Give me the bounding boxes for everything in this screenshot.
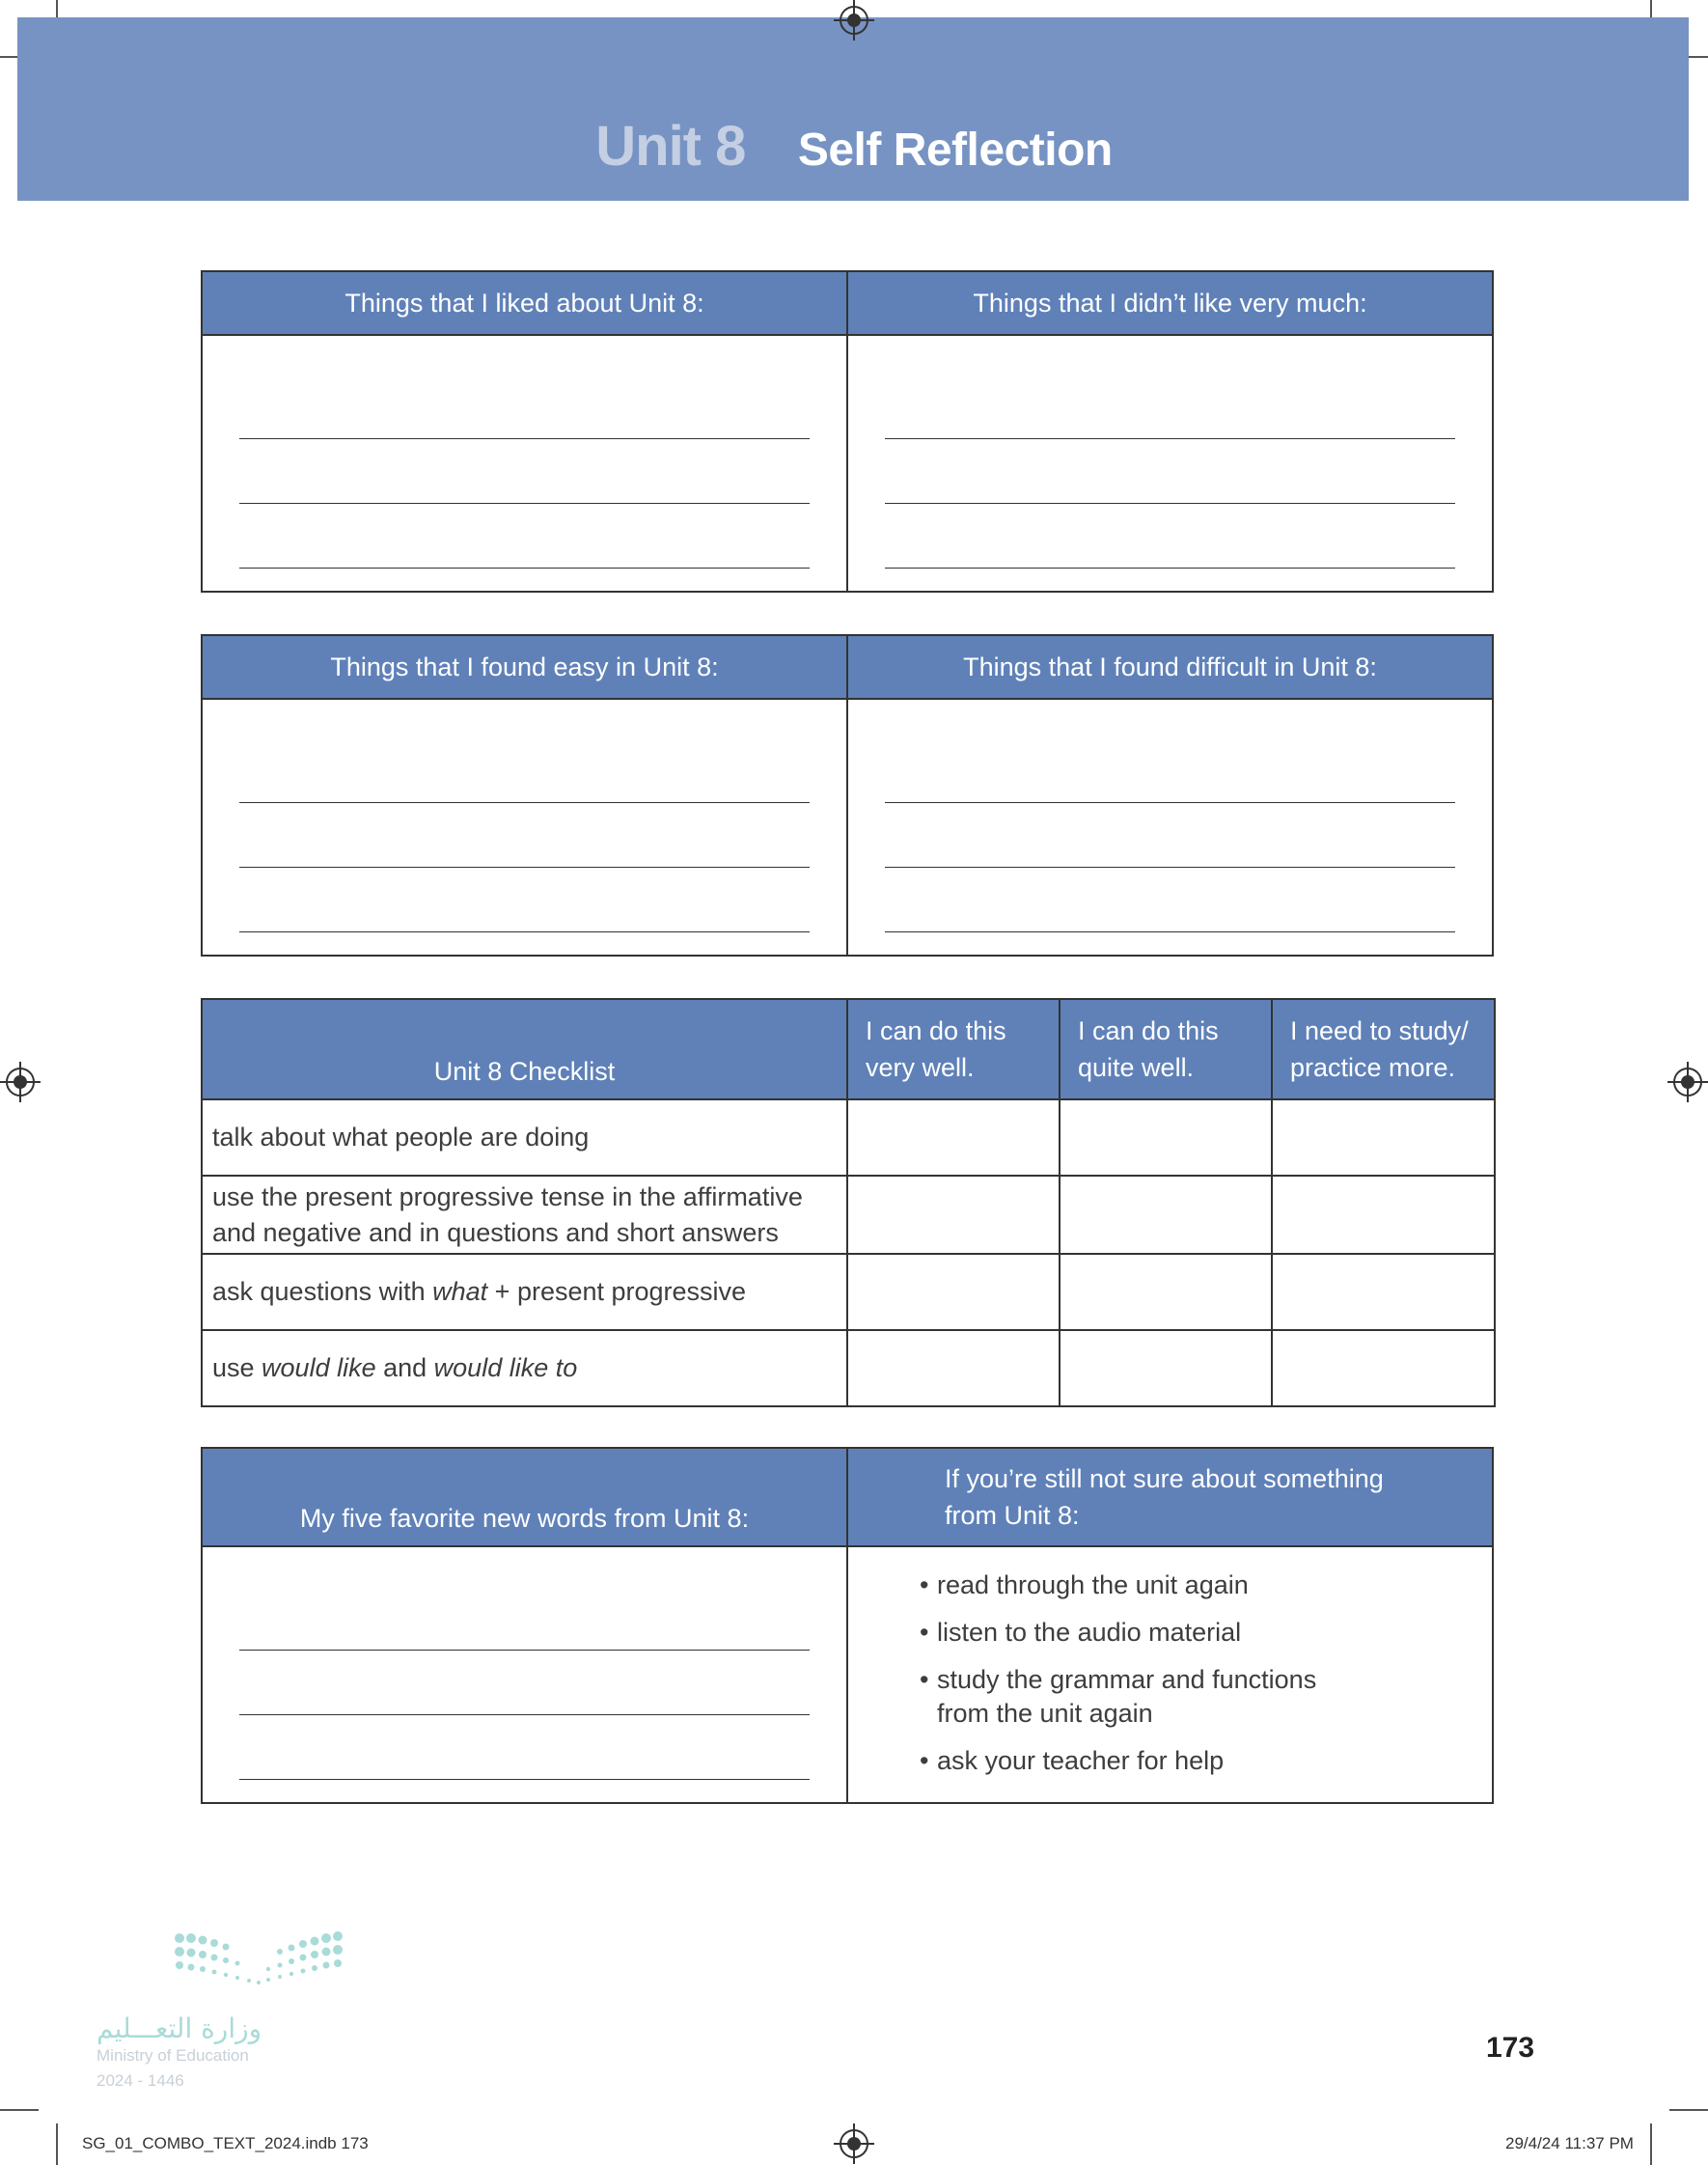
checkbox-cell[interactable] [1272, 1176, 1495, 1254]
checkbox-cell[interactable] [1060, 1099, 1272, 1176]
bullet-icon: • [920, 1570, 929, 1599]
writing-line[interactable] [239, 375, 810, 439]
page-title [0, 114, 1708, 179]
writing-line[interactable] [885, 439, 1455, 504]
disliked-writing-area[interactable] [847, 335, 1493, 592]
bullet-icon: • [920, 1665, 929, 1694]
bullet-icon: • [920, 1618, 929, 1647]
unit-label: Unit 8 [595, 115, 746, 178]
difficult-writing-area[interactable] [847, 699, 1493, 956]
column-quite-well: I can do this quite well. [1060, 999, 1272, 1099]
liked-writing-area[interactable] [202, 335, 847, 592]
crop-mark [0, 2109, 39, 2111]
writing-line[interactable] [239, 1715, 810, 1780]
checklist-title: Unit 8 Checklist [202, 999, 847, 1099]
column-need-study: I need to study/ practice more. [1272, 999, 1495, 1099]
words-tips-table [201, 1447, 1494, 1804]
logo-english-text: Ministry of Education [96, 2046, 249, 2065]
checkbox-cell[interactable] [847, 1330, 1060, 1406]
easy-header: Things that I found easy in Unit 8: [202, 635, 847, 699]
tips-header: If you’re still not sure about something from Unit 8: [847, 1448, 1493, 1546]
liked-header: Things that I liked about Unit 8: [202, 271, 847, 335]
checkbox-cell[interactable] [1272, 1099, 1495, 1176]
slug-filename: SG_01_COMBO_TEXT_2024.indb 173 [82, 2134, 369, 2152]
checkbox-cell[interactable] [1060, 1254, 1272, 1330]
tip-item: • study the grammar and functions from the unit again [920, 1665, 1317, 1728]
crop-mark [1669, 2109, 1708, 2111]
checkbox-cell[interactable] [1272, 1330, 1495, 1406]
logo-arabic-text: وزارة التعـــليم [96, 2012, 262, 2044]
tip-item: • read through the unit again [937, 1568, 1473, 1602]
checkbox-cell[interactable] [847, 1254, 1060, 1330]
writing-line[interactable] [885, 803, 1455, 868]
likes-table [201, 270, 1494, 593]
writing-line[interactable] [885, 738, 1455, 803]
tip-item: • ask your teacher for help [937, 1744, 1473, 1778]
crop-mark [56, 2123, 58, 2165]
favorite-words-area[interactable] [202, 1546, 847, 1803]
checkbox-cell[interactable] [1060, 1176, 1272, 1254]
checklist-row [202, 1254, 1495, 1330]
easy-difficult-table [201, 634, 1494, 957]
checkbox-cell[interactable] [1272, 1254, 1495, 1330]
difficult-header: Things that I found difficult in Unit 8: [847, 635, 1493, 699]
column-very-well: I can do this very well. [847, 999, 1060, 1099]
logo-dots-icon [174, 1930, 347, 1988]
checklist-row [202, 1099, 1495, 1176]
writing-line[interactable] [239, 439, 810, 504]
writing-line[interactable] [239, 1586, 810, 1651]
favorite-words-header: My five favorite new words from Unit 8: [202, 1448, 847, 1546]
page-number: 173 [1486, 2032, 1535, 2064]
logo-year: 2024 - 1446 [96, 2071, 184, 2090]
writing-line[interactable] [239, 1651, 810, 1715]
ministry-logo [96, 1930, 347, 2095]
checklist-item: talk about what people are doing [202, 1099, 847, 1176]
easy-writing-area[interactable] [202, 699, 847, 956]
checklist-item: ask questions with what + present progressive [202, 1254, 847, 1330]
slug-timestamp: 29/4/24 11:37 PM [1505, 2134, 1634, 2152]
writing-line[interactable] [239, 803, 810, 868]
writing-line[interactable] [885, 375, 1455, 439]
writing-line[interactable] [885, 504, 1455, 569]
checklist-row [202, 1330, 1495, 1406]
writing-line[interactable] [239, 868, 810, 932]
disliked-header: Things that I didn’t like very much: [847, 271, 1493, 335]
checklist-item: use the present progressive tense in the affirmative and negative and in questions and short answers [202, 1176, 847, 1254]
tip-item: • listen to the audio material [937, 1616, 1473, 1650]
registration-mark-icon [6, 1068, 35, 1096]
crop-mark [1650, 2123, 1652, 2165]
checklist-row [202, 1176, 1495, 1254]
registration-mark-icon [1673, 1068, 1702, 1096]
checklist-table [201, 998, 1496, 1407]
registration-mark-icon [840, 2129, 868, 2158]
checkbox-cell[interactable] [847, 1176, 1060, 1254]
registration-mark-icon [840, 6, 868, 35]
page-heading: Self Reflection [797, 125, 1113, 176]
writing-line[interactable] [239, 738, 810, 803]
checkbox-cell[interactable] [847, 1099, 1060, 1176]
checkbox-cell[interactable] [1060, 1330, 1272, 1406]
checklist-item: use would like and would like to [202, 1330, 847, 1406]
writing-line[interactable] [239, 504, 810, 569]
bullet-icon: • [920, 1746, 929, 1775]
writing-line[interactable] [885, 868, 1455, 932]
tips-list [847, 1546, 1493, 1803]
